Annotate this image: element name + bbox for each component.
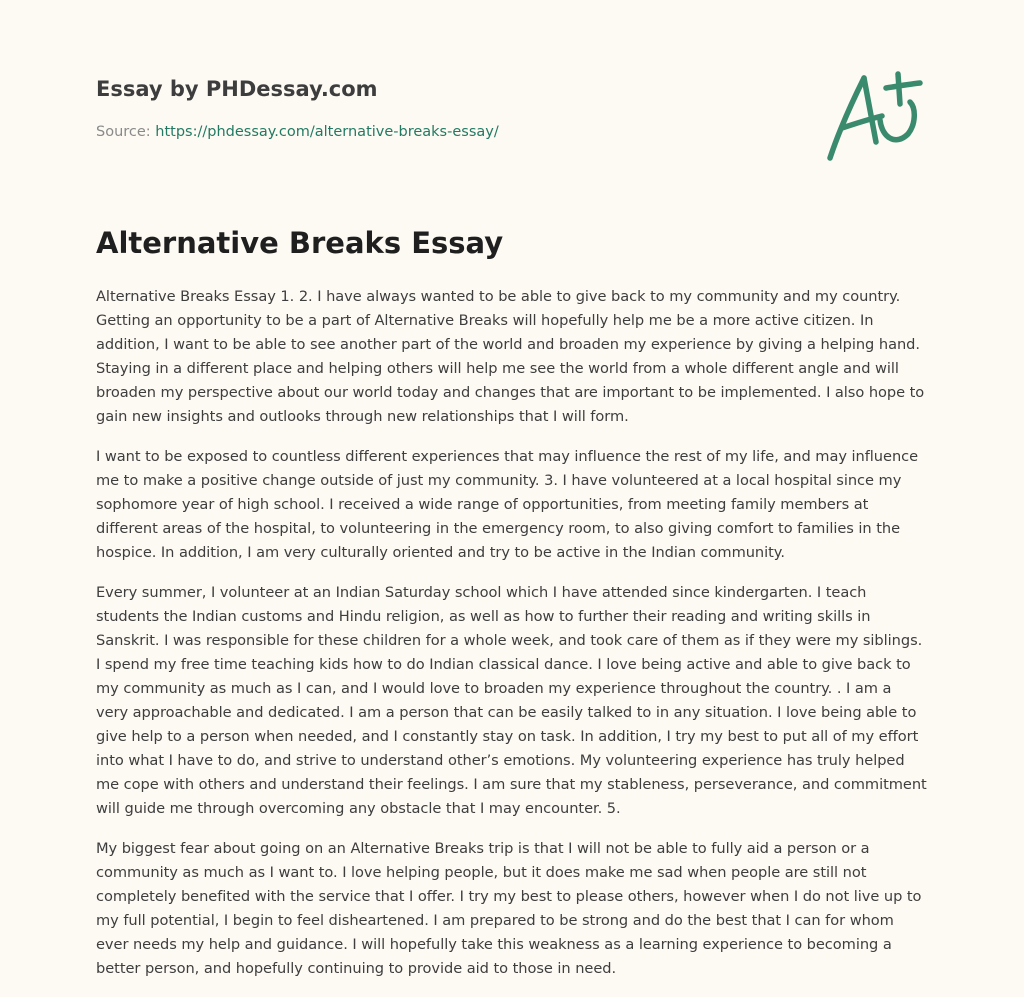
source-label: Source: [96,124,156,140]
site-title: Essay by PHDessay.com [96,77,378,101]
source-link[interactable]: https://phdessay.com/alternative-breaks-essay/ [155,124,499,140]
essay-title: Alternative Breaks Essay [96,226,504,260]
essay-paragraph: Alternative Breaks Essay 1. 2. I have always wanted to be able to give back to my community and my country. Getting an opportunity to be a part of Alternative Breaks will hopefully help me be a more active citizen. In addition, I want to be able to see another part of the world and broaden my experience by giving a helping hand. Staying in a different place and helping others will help me see the world from a whole different angle and will broaden my perspective about our world today and changes that are important to be implemented. I also hope to gain new insights and outlooks through new relationships that I will form. [96,288,925,425]
essay-paragraph: Every summer, I volunteer at an Indian Saturday school which I have attended since kindergarten. I teach students the Indian customs and Hindu religion, as well as how to further their reading and writing skills in Sanskrit. I was responsible for these children for a whole week, and took care of them as if they were my siblings. I spend my free time teaching kids how to do Indian classical dance. I love being active and able to give back to my community as much as I can, and I would love to broaden my experience throughout the country. . I am a very approachable and dedicated. I am a person that can be easily talked to in any situation. I love being able to give help to a person when needed, and I constantly stay on task. In addition, I try my best to put all of my effort into what I have to do, and strive to understand other’s emotions. My volunteering experience has truly helped me cope with others and understand their feelings. I am sure that my stableness, perseverance, and commitment will guide me through overcoming any obstacle that I may encounter. 5. [96,584,927,817]
source-line [96,124,499,140]
essay-body [96,285,928,997]
a-plus-logo-icon [824,68,924,164]
essay-paragraph: My biggest fear about going on an Alternative Breaks trip is that I will not be able to fully aid a person or a community as much as I want to. I love helping people, but it does make me sad when people are still not completely benefited with the service that I offer. I try my best to please others, however when I do not live up to my full potential, I begin to feel disheartened. I am prepared to be strong and do the best that I can for whom ever needs my help and guidance. I will hopefully take this weakness as a learning experience to becoming a better person, and hopefully continuing to provide aid to those in need. [96,840,922,977]
essay-paragraph: I want to be exposed to countless different experiences that may influence the rest of my life, and may influence me to make a positive change outside of just my community. 3. I have volunteered at a local hospital since my sophomore year of high school. I received a wide range of opportunities, from meeting family members at different areas of the hospital, to volunteering in the emergency room, to also giving comfort to families in the hospice. In addition, I am very culturally oriented and try to be active in the Indian community. [96,448,919,561]
